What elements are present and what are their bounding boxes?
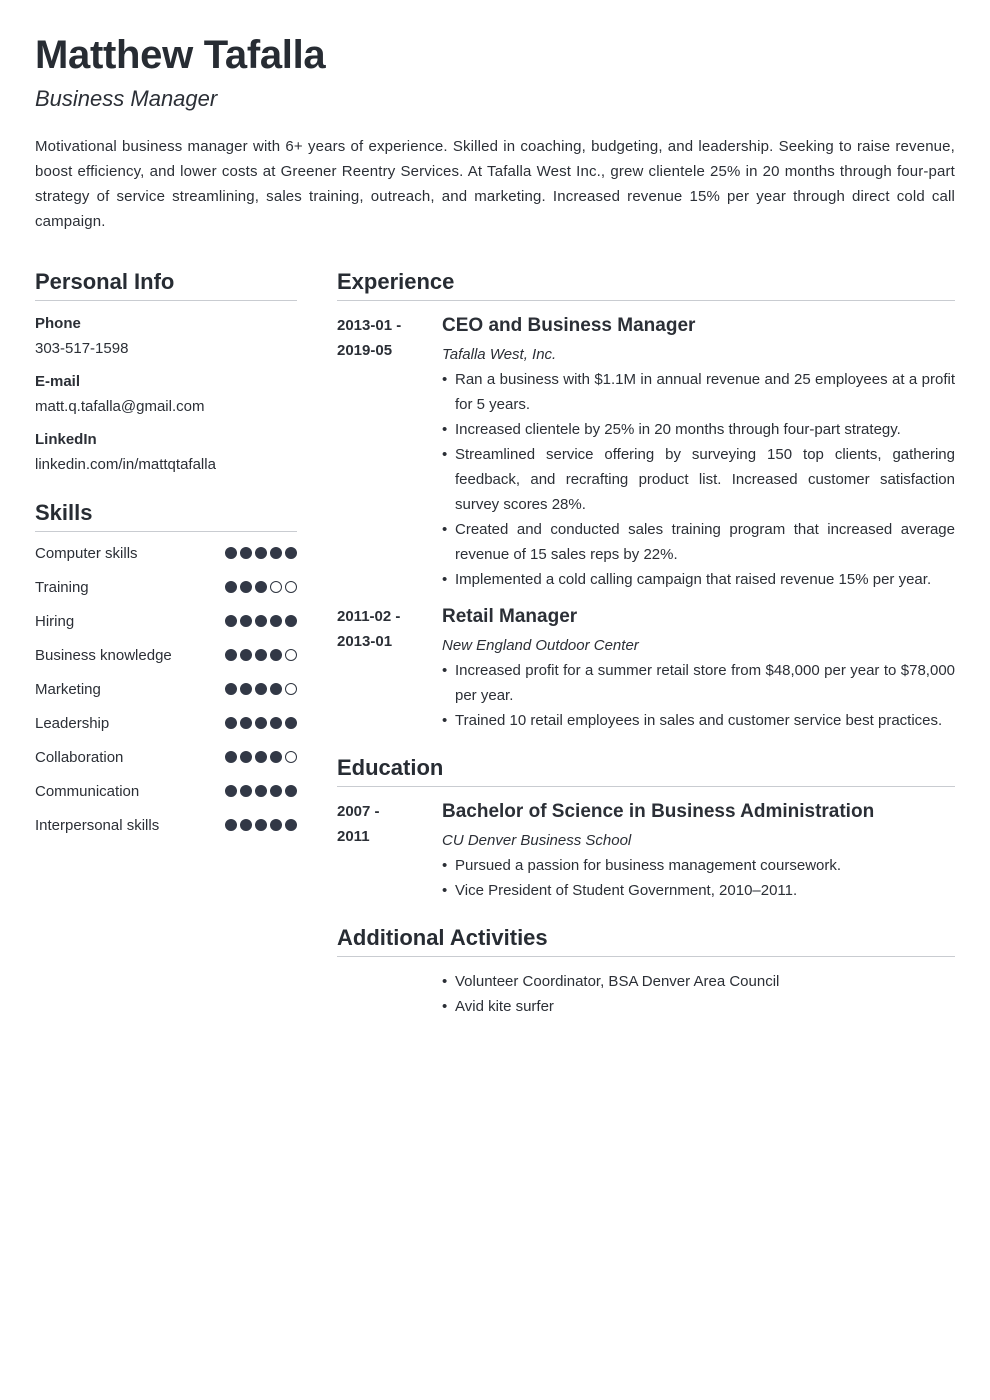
- rating-dot-filled: [240, 751, 252, 763]
- experience-heading: Experience: [337, 267, 955, 301]
- date-end: 2011: [337, 828, 370, 845]
- rating-dot-filled: [225, 547, 237, 559]
- experience-organization: Tafalla West, Inc.: [442, 346, 557, 363]
- experience-dates: [337, 604, 427, 654]
- education-heading: Education: [337, 753, 955, 787]
- rating-dot-filled: [225, 615, 237, 627]
- activities-heading: Additional Activities: [337, 923, 955, 957]
- skill-row: [35, 779, 297, 804]
- bullet-glyph: •: [442, 421, 448, 438]
- rating-dot-filled: [270, 785, 282, 797]
- bullet-text: Volunteer Coordinator, BSA Denver Area Council: [455, 973, 780, 990]
- rating-dot-filled: [240, 615, 252, 627]
- skill-row: [35, 575, 297, 600]
- bullet-item: [442, 969, 955, 994]
- skill-name: Leadership: [35, 715, 110, 732]
- skill-row: [35, 609, 297, 634]
- rating-dot-empty: [285, 683, 297, 695]
- rating-dot-filled: [225, 649, 237, 661]
- bullet-glyph: •: [442, 857, 448, 874]
- rating-dot-filled: [255, 717, 267, 729]
- rating-dot-filled: [240, 819, 252, 831]
- rating-dot-empty: [285, 581, 297, 593]
- bullet-item: [442, 367, 955, 417]
- date-start: 2011-02 -: [337, 608, 401, 625]
- rating-dot-filled: [225, 581, 237, 593]
- skill-name: Communication: [35, 783, 140, 800]
- skill-name: Marketing: [35, 681, 101, 698]
- bullet-glyph: •: [442, 521, 448, 538]
- rating-dot-empty: [285, 649, 297, 661]
- rating-dot-filled: [240, 581, 252, 593]
- rating-dot-filled: [240, 683, 252, 695]
- rating-dot-filled: [255, 615, 267, 627]
- bullet-text: Ran a business with $1.1M in annual revenue and 25 employees at a profit for 5 years.: [455, 371, 955, 413]
- personal-info-phone: [35, 314, 297, 359]
- rating-dot-filled: [255, 547, 267, 559]
- activities-body: [442, 969, 955, 1019]
- rating-dot-filled: [285, 785, 297, 797]
- education-dates: [337, 799, 427, 849]
- bullet-item: [442, 708, 955, 733]
- candidate-title: Business Manager: [35, 86, 218, 111]
- personal-info-heading: Personal Info: [35, 267, 297, 301]
- phone-label: Phone: [35, 315, 81, 332]
- skill-rating: [225, 819, 297, 831]
- bullet-item: [442, 853, 955, 878]
- rating-dot-filled: [240, 649, 252, 661]
- education-body: [442, 799, 955, 903]
- rating-dot-filled: [255, 581, 267, 593]
- rating-dot-filled: [240, 717, 252, 729]
- bullet-glyph: •: [442, 446, 448, 463]
- skill-row: [35, 711, 297, 736]
- candidate-name: Matthew Tafalla: [35, 33, 326, 77]
- rating-dot-filled: [240, 785, 252, 797]
- bullet-text: Streamlined service offering by surveying 150 top clients, gathering feedback, and recrafting product list. Increased customer satisfaction survey scores 28%.: [455, 446, 955, 513]
- bullet-text: Created and conducted sales training program that increased average revenue of 15 sales reps by 22%.: [455, 521, 955, 563]
- rating-dot-empty: [285, 751, 297, 763]
- skills-list: [35, 541, 297, 838]
- bullet-text: Implemented a cold calling campaign that raised revenue 15% per year.: [455, 571, 932, 588]
- bullet-item: [442, 417, 955, 442]
- skill-rating: [225, 683, 297, 695]
- experience-dates: [337, 313, 427, 363]
- experience-body: [442, 313, 955, 592]
- linkedin-value: linkedin.com/in/mattqtafalla: [35, 456, 216, 473]
- rating-dot-filled: [255, 683, 267, 695]
- right-column: [337, 267, 955, 1019]
- rating-dot-filled: [270, 819, 282, 831]
- skill-name: Interpersonal skills: [35, 817, 160, 834]
- skills-heading: Skills: [35, 498, 297, 532]
- experience-bullets: [442, 367, 955, 592]
- personal-info-linkedin: [35, 430, 297, 475]
- resume-page: [35, 30, 955, 1015]
- skill-row: [35, 541, 297, 566]
- rating-dot-filled: [255, 751, 267, 763]
- bullet-glyph: •: [442, 973, 448, 990]
- date-end: 2013-01: [337, 633, 393, 650]
- skill-rating: [225, 751, 297, 763]
- skill-row: [35, 677, 297, 702]
- skill-name: Training: [35, 579, 89, 596]
- personal-info-email: [35, 372, 297, 417]
- experience-role: Retail Manager: [442, 606, 578, 627]
- phone-value: 303-517-1598: [35, 340, 129, 357]
- experience-body: [442, 604, 955, 733]
- rating-dot-filled: [225, 819, 237, 831]
- bullet-item: [442, 517, 955, 567]
- skill-row: [35, 813, 297, 838]
- bullet-glyph: •: [442, 571, 448, 588]
- date-end: 2019-05: [337, 342, 393, 359]
- date-start: 2013-01 -: [337, 317, 402, 334]
- email-value: matt.q.tafalla@gmail.com: [35, 398, 205, 415]
- skill-rating: [225, 717, 297, 729]
- bullet-item: [442, 442, 955, 517]
- rating-dot-filled: [270, 547, 282, 559]
- profile-summary: Motivational business manager with 6+ years of experience. Skilled in coaching, budgeting, and leadership. Seeking to raise revenue, boost efficiency, and lower costs at Greener Reentry Services. At Tafalla West Inc., grew clientele 25% in 20 months through four-part strategy of service streamlining, sales training, outreach, and marketing. Increased revenue 15% per year through direct cold call campaign.: [35, 138, 955, 230]
- rating-dot-filled: [270, 683, 282, 695]
- rating-dot-filled: [285, 819, 297, 831]
- skill-row: [35, 745, 297, 770]
- skill-name: Business knowledge: [35, 647, 172, 664]
- skill-rating: [225, 547, 297, 559]
- skill-rating: [225, 615, 297, 627]
- experience-role: CEO and Business Manager: [442, 315, 696, 336]
- rating-dot-filled: [240, 547, 252, 559]
- bullet-glyph: •: [442, 998, 448, 1015]
- skill-name: Hiring: [35, 613, 75, 630]
- rating-dot-filled: [285, 615, 297, 627]
- rating-dot-filled: [255, 649, 267, 661]
- bullet-glyph: •: [442, 371, 448, 388]
- skill-row: [35, 643, 297, 668]
- skill-rating: [225, 649, 297, 661]
- rating-dot-filled: [270, 751, 282, 763]
- bullet-glyph: •: [442, 662, 448, 679]
- rating-dot-filled: [225, 683, 237, 695]
- bullet-text: Increased profit for a summer retail store from $48,000 per year to $78,000 per year.: [455, 662, 955, 704]
- rating-dot-filled: [225, 751, 237, 763]
- education-bullets: [442, 853, 955, 903]
- activities-bullets: [442, 969, 955, 1019]
- education-entry: [337, 799, 955, 903]
- skill-name: Computer skills: [35, 545, 138, 562]
- rating-dot-filled: [285, 717, 297, 729]
- skill-rating: [225, 785, 297, 797]
- left-column: [35, 267, 297, 838]
- bullet-item: [442, 878, 955, 903]
- bullet-glyph: •: [442, 712, 448, 729]
- experience-entry: [337, 313, 955, 592]
- experience-bullets: [442, 658, 955, 733]
- experience-entry: [337, 604, 955, 733]
- experience-organization: New England Outdoor Center: [442, 637, 639, 654]
- rating-dot-filled: [255, 819, 267, 831]
- skill-name: Collaboration: [35, 749, 124, 766]
- bullet-item: [442, 567, 955, 592]
- rating-dot-filled: [270, 649, 282, 661]
- rating-dot-empty: [270, 581, 282, 593]
- rating-dot-filled: [270, 615, 282, 627]
- date-start: 2007 -: [337, 803, 380, 820]
- rating-dot-filled: [255, 785, 267, 797]
- skill-rating: [225, 581, 297, 593]
- rating-dot-filled: [225, 785, 237, 797]
- bullet-text: Vice President of Student Government, 2010–2011.: [455, 882, 798, 899]
- education-list: [337, 799, 955, 903]
- education-organization: CU Denver Business School: [442, 832, 632, 849]
- rating-dot-filled: [285, 547, 297, 559]
- experience-list: [337, 313, 955, 733]
- linkedin-label: LinkedIn: [35, 431, 97, 448]
- bullet-glyph: •: [442, 882, 448, 899]
- bullet-item: [442, 994, 955, 1019]
- bullet-text: Increased clientele by 25% in 20 months through four-part strategy.: [455, 421, 901, 438]
- bullet-text: Avid kite surfer: [455, 998, 554, 1015]
- rating-dot-filled: [225, 717, 237, 729]
- bullet-item: [442, 658, 955, 708]
- bullet-text: Pursued a passion for business management coursework.: [455, 857, 842, 874]
- bullet-text: Trained 10 retail employees in sales and customer service best practices.: [455, 712, 943, 729]
- email-label: E-mail: [35, 373, 81, 390]
- education-role: Bachelor of Science in Business Administration: [442, 801, 875, 822]
- rating-dot-filled: [270, 717, 282, 729]
- activities-entry: [337, 969, 955, 1019]
